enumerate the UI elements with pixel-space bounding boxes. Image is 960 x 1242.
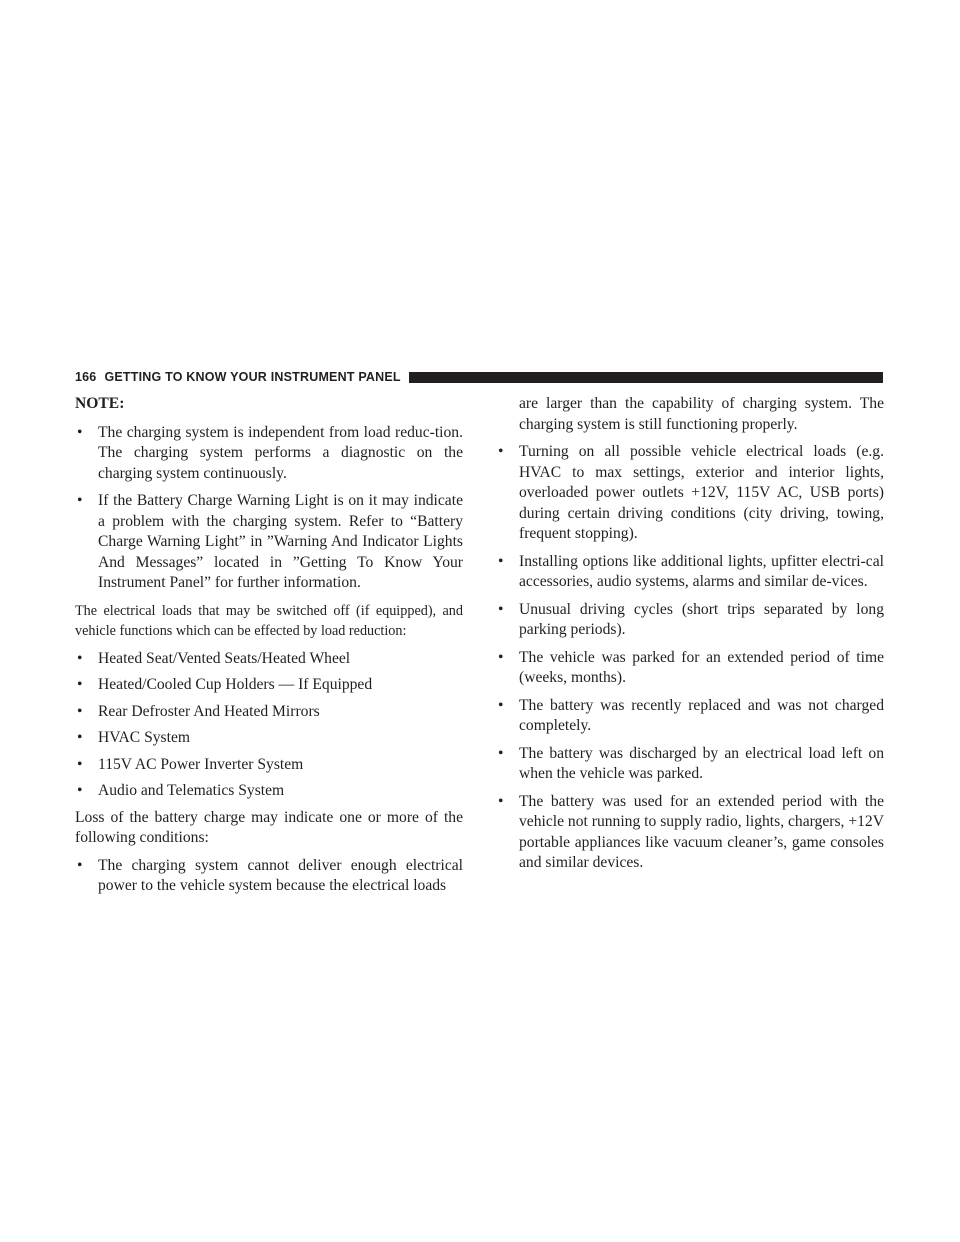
condition-item-text: The battery was used for an extended period with the vehicle not running to supply radio, lights, chargers, +12V portable appliances like vacuum cleaner’s, game consoles and similar devices.: [519, 792, 884, 871]
bullet-icon: •: [77, 729, 83, 746]
load-item: [75, 728, 463, 749]
condition-item-text: Installing options like additional lights, upfitter electri-cal accessories, audio systems, alarms and similar de-vices.: [519, 552, 884, 590]
load-item-text: Heated Seat/Vented Seats/Heated Wheel: [98, 649, 351, 667]
load-item-text: Rear Defroster And Heated Mirrors: [98, 702, 320, 720]
bullet-icon: •: [77, 676, 83, 693]
load-item: [75, 649, 463, 670]
bullet-icon: •: [77, 492, 83, 509]
header-rule: [409, 372, 883, 383]
bullet-icon: •: [77, 856, 83, 874]
load-item-text: Heated/Cooled Cup Holders — If Equipped: [98, 676, 373, 693]
condition-item: [496, 442, 884, 545]
condition-item: [496, 648, 884, 689]
condition-item-text: The vehicle was parked for an extended period of time (weeks, months).: [519, 648, 884, 686]
note-label: NOTE:: [75, 395, 125, 412]
note-bullet: [75, 491, 463, 594]
condition-item: [496, 792, 884, 874]
bullet-icon: •: [77, 702, 83, 720]
condition-item-continued: are larger than the capability of charging system. The charging system is still functioning properly.: [519, 395, 884, 433]
condition-item-text: Unusual driving cycles (short trips separated by long parking periods).: [519, 600, 884, 638]
left-column: [75, 394, 463, 904]
bullet-icon: •: [498, 792, 504, 810]
load-item-text: 115V AC Power Inverter System: [98, 755, 304, 773]
bullet-icon: •: [498, 443, 504, 460]
load-item: [75, 781, 463, 802]
right-column: [496, 394, 884, 881]
condition-item: [496, 744, 884, 785]
condition-item-text: The battery was discharged by an electrical load left on when the vehicle was parked.: [519, 744, 884, 782]
section-title: GETTING TO KNOW YOUR INSTRUMENT PANEL: [104, 370, 401, 384]
note-bullet-text: If the Battery Charge Warning Light is on it may indicate a problem with the charging system. Refer to “Battery Charge Warning Light” in ”Warning And Indicator Lights And Messages” located in ”Getting To Know Your Instrument Panel” for further information.: [98, 492, 463, 591]
bullet-icon: •: [77, 649, 83, 667]
bullet-icon: •: [77, 782, 83, 799]
bullet-icon: •: [77, 755, 83, 773]
conditions-intro: Loss of the battery charge may indicate one or more of the following conditions:: [75, 808, 463, 846]
load-item: [75, 675, 463, 696]
bullet-icon: •: [498, 648, 504, 666]
load-item: [75, 702, 463, 723]
page-header: [75, 369, 883, 385]
loads-intro: The electrical loads that may be switched off (if equipped), and vehicle functions which can be effected by load reduction:: [75, 602, 463, 639]
load-item: [75, 755, 463, 776]
condition-item-text: The battery was recently replaced and was not charged completely.: [519, 696, 884, 734]
bullet-icon: •: [498, 696, 504, 714]
note-bullet-text: The charging system is independent from load reduc-tion. The charging system performs a diagnostic on the charging system continuously.: [98, 423, 463, 482]
bullet-icon: •: [498, 744, 504, 762]
bullet-icon: •: [498, 600, 504, 618]
condition-item-text: The charging system cannot deliver enough electrical power to the vehicle system because the electrical loads: [98, 856, 463, 894]
condition-item: [496, 696, 884, 737]
condition-item-text: Turning on all possible vehicle electrical loads (e.g. HVAC to max settings, exterior and interior lights, overloaded power outlets +12V, 115V AC, USB ports) during certain driving conditions (city driving, towing, frequent stopping).: [519, 443, 884, 542]
load-item-text: Audio and Telematics System: [98, 782, 285, 799]
bullet-icon: •: [498, 552, 504, 570]
condition-item: [75, 856, 463, 897]
page-number: 166: [75, 370, 97, 384]
condition-item: [496, 552, 884, 593]
bullet-icon: •: [77, 423, 83, 441]
condition-item: [496, 600, 884, 641]
note-bullet: [75, 423, 463, 485]
load-item-text: HVAC System: [98, 729, 190, 746]
